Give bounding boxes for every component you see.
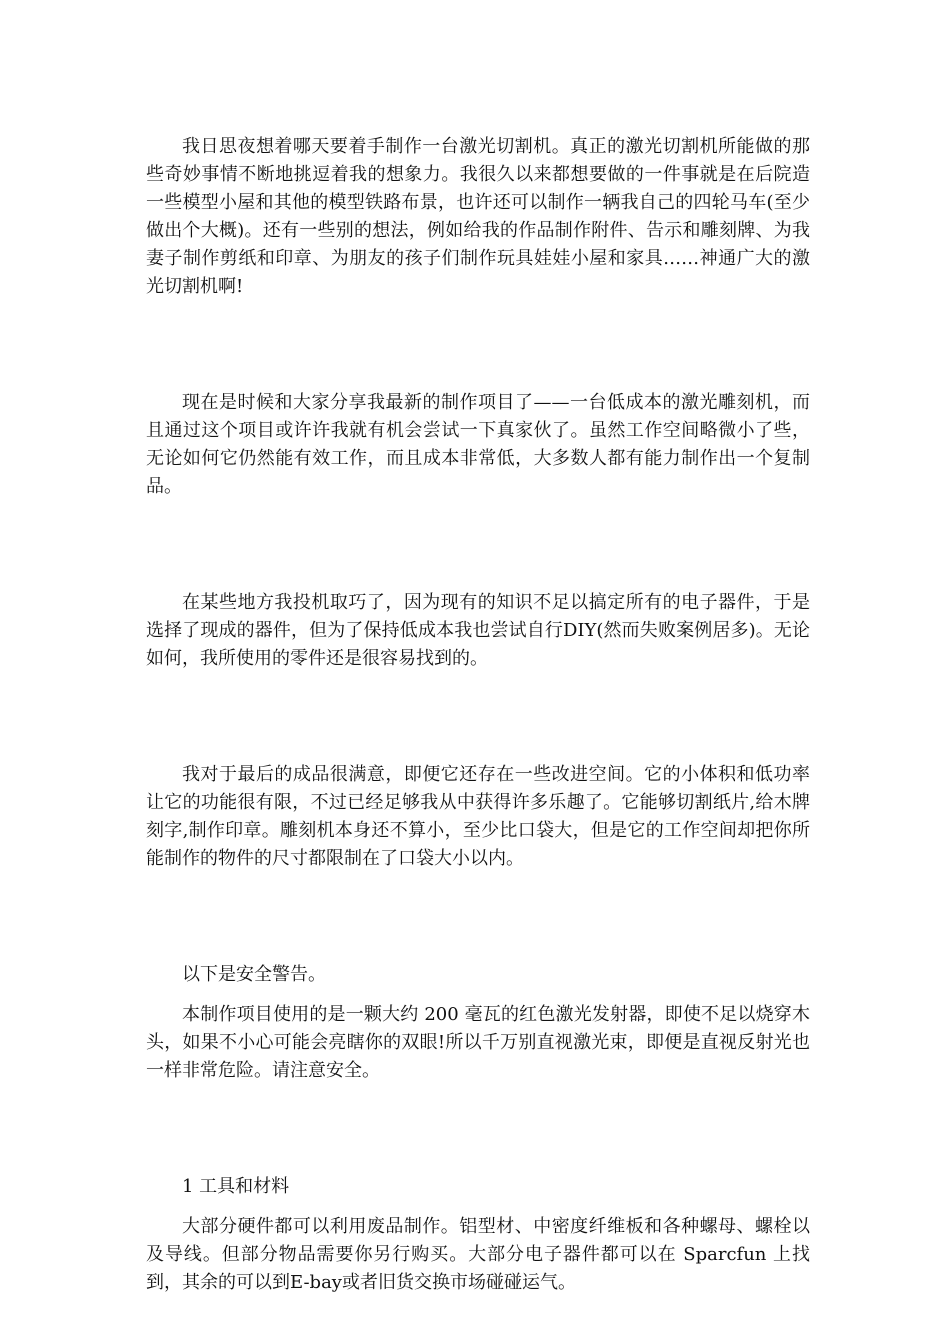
paragraph-result: 我对于最后的成品很满意，即便它还存在一些改进空间。它的小体积和低功率让它的功能很有限，不过已经足够我从中获得许多乐趣了。它能够切割纸片,给木牌刻字,制作印章。雕刻机本身还不算小，至少比口袋大，但是它的工作空间却把你所能制作的物件的尺寸都限制在了口袋大小以内。 — [146, 764, 810, 869]
paragraph-materials: 大部分硬件都可以利用废品制作。铝型材、中密度纤维板和各种螺母、螺栓以及导线。但部分物品需要你另行购买。大部分电子器件都可以在 Sparcfun 上找到，其余的可以到E-bay或者旧货交换市场碰碰运气。 — [146, 1216, 810, 1293]
paragraph-spacer — [146, 1201, 810, 1213]
paragraph-spacer — [146, 989, 810, 1001]
section-heading-tools: 1 工具和材料 — [182, 1176, 290, 1197]
paragraph-project-intro: 现在是时候和大家分享我最新的制作项目了——一台低成本的激光雕刻机，而且通过这个项目或许许我就有机会尝试一下真家伙了。虽然工作空间略微小了些，无论如何它仍然能有效工作，而且成本非常低，大多数人都有能力制作出一个复制品。 — [146, 392, 810, 497]
paragraph-laser-dream: 我日思夜想着哪天要着手制作一台激光切割机。真正的激光切割机所能做的那些奇妙事情不断地挑逗着我的想象力。我很久以来都想要做的一件事就是在后院造一些模型小屋和其他的模型铁路布景，也许还可以制作一辆我自己的四轮马车(至少做出个大概)。还有一些别的想法，例如给我的作品制作附件、告示和雕刻牌、为我妻子制作剪纸和印章、为朋友的孩子们制作玩具娃娃小屋和家具……神通广大的激光切割机啊! — [146, 136, 810, 297]
paragraph-safety-heading: 以下是安全警告。 — [182, 964, 326, 985]
paragraph-spacer — [146, 301, 810, 389]
paragraph-spacer — [146, 1085, 810, 1173]
paragraph-electronics: 在某些地方我投机取巧了，因为现有的知识不足以搞定所有的电子器件，于是选择了现成的器件，但为了保持低成本我也尝试自行DIY(然而失败案例居多)。无论如何，我所使用的零件还是很容易找到的。 — [146, 592, 810, 669]
paragraph-spacer — [146, 501, 810, 589]
document-body — [146, 133, 810, 1297]
paragraph-safety-warning: 本制作项目使用的是一颗大约 200 毫瓦的红色激光发射器，即使不足以烧穿木头，如果不小心可能会亮瞎你的双眼!所以千万别直视激光束，即便是直视反射光也一样非常危险。请注意安全。 — [146, 1004, 810, 1081]
paragraph-spacer — [146, 873, 810, 961]
paragraph-spacer — [146, 673, 810, 761]
